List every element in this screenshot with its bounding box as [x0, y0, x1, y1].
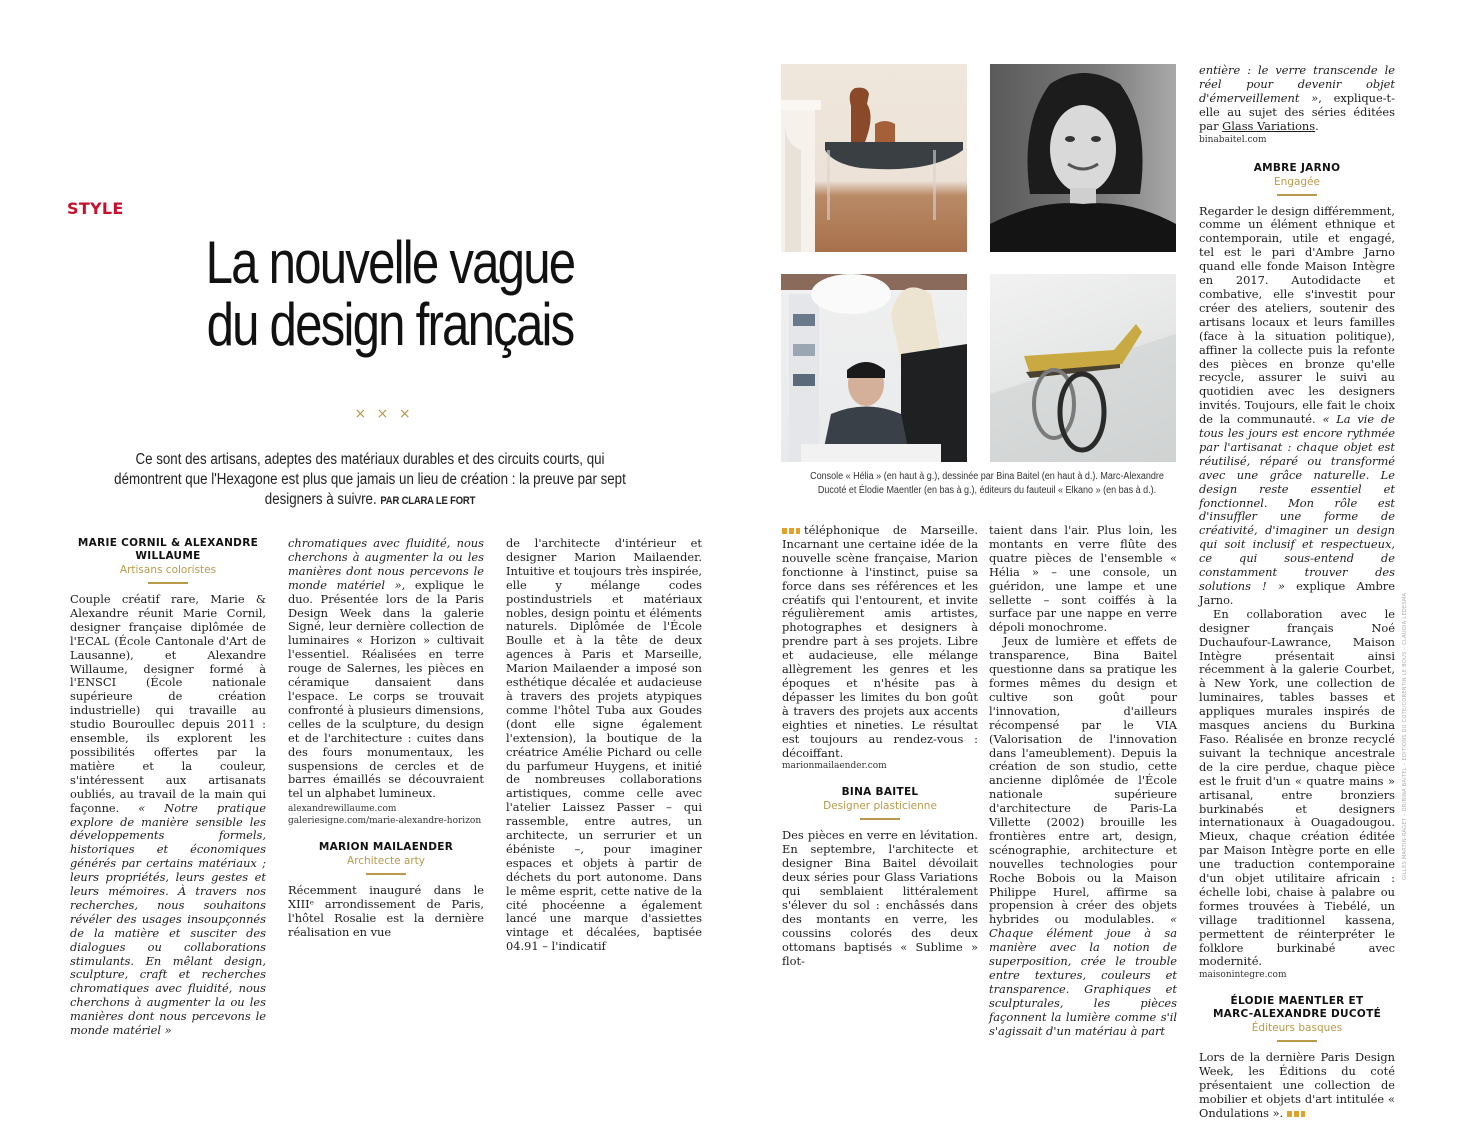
article-headline: [193, 229, 587, 358]
column-2-visible: [288, 537, 484, 940]
profile-role: Engagée: [1274, 175, 1320, 188]
gold-rule: [1277, 194, 1317, 196]
right-column-3: [1199, 64, 1395, 1121]
body-paragraph: Regarder le design différemment, comme un élément ethnique et contemporain, utile et engagé, tel est le pari d'Ambre Jarno quand elle fonde Maison Intègre en 2017. Autodidacte et combative, elle s'investit pour créer des ateliers, soutenir des artisans locaux et leurs familles (face à la situation politique), affiner la collecte puis la refonte des pièces en bronze qu'elle recycle, assurer le suivi au quotidien avec les designers invités. Toujours, elle fait le choix de la communauté.: [1199, 203, 1395, 427]
photo-console-helia: [781, 64, 967, 252]
body-text: [1199, 1051, 1395, 1121]
photo-credit: GILLES MARTIN-RAGET – DR/BINA BAITEL – ÉDITIONS DU COTÉ/CORENTIN LE BOUS – CLAUDIA LEDESMA: [1402, 592, 1408, 880]
url-link[interactable]: alexandrewillaume.com: [288, 804, 397, 815]
profile-role: Architecte arty: [347, 855, 425, 868]
url-link[interactable]: binabaitel.com: [1199, 134, 1267, 145]
left-page: [0, 0, 730, 1038]
body-text: [1199, 64, 1395, 134]
url-link[interactable]: maisonintegre.com: [1199, 970, 1287, 981]
right-column-1: [782, 524, 978, 968]
gold-rule: [148, 582, 188, 584]
profile-name: ÉLODIE MAENTLER ET: [1230, 995, 1364, 1008]
profile-name: AMBRE JARNO: [1253, 161, 1341, 174]
body-paragraph: , explique-t-elle au sujet des séries éditées par: [1199, 90, 1395, 133]
column-3: [506, 537, 702, 954]
byline: PAR CLARA LE FORT: [380, 495, 476, 507]
right-column-2: [989, 524, 1177, 1039]
profile-name: MARIE CORNIL & ALEXANDRE WILLAUME: [77, 537, 259, 562]
body-paragraph: explique Ambre Jarno.: [1199, 579, 1395, 607]
portrait-illustration: [990, 64, 1176, 252]
profile-role: Artisans coloristes: [119, 564, 217, 576]
quote: « Notre pratique explore de manière sensible les développements formels, historiques et économiques générés par certains matériaux ; leurs propriétés, leurs gestes et leurs mémoires. À travers nos recherches, nous souhaitons révéler des usages insoupçonnés de la matière et susciter des dialogues ou collaborations stimulants. En mêlant design, sculpture, craft et recherches chromatiques avec fluidité, nous cherchons à augmenter la ou les manières dont nous percevons le monde matériel »: [70, 800, 266, 1038]
photo-ducote-maentler: [781, 274, 967, 462]
section-rubric: STYLE: [67, 199, 124, 218]
profile-header-marion: [288, 841, 484, 875]
standfirst-text: Ce sont des artisans, adeptes des matériaux durables et des circuits courts, qui démontrent que l'Hexagone est plus que jamais un lieu de création : la preuve par sept designers à suivre.: [114, 451, 626, 508]
body-text: [989, 635, 1177, 1038]
body-text: En collaboration avec le designer français Noé Duchaufour-Lawrance, Maison Intègre présentait ainsi récemment à la galerie Courbet, à New York, une collection de luminaires, tables basses et appliques murales inspirés de masques anciens du Burkina Faso. Réalisée en bronze recyclé suivant la technique ancestrale de la cire perdue, chaque pièce est le fruit d'un « quatre mains » artisanal, entre bronziers burkinabés et designers internationaux à Ouagadougou. Mieux, chaque création éditée par Maison Intègre porte en elle une traduction contemporaine d'un objet utilitaire africain : échelle lobi, chaise à palabre ou formes trouvées à Tiebélé, un village traditionnel kassena, permettent de réinterpréter le folklore burkinabé avec modernité.: [1199, 606, 1395, 969]
ornament-divider: × × ×: [354, 406, 414, 422]
end-bullet-icon: [1287, 1111, 1305, 1117]
profile-role: Éditeurs basques: [1251, 1022, 1343, 1035]
body-paragraph: Jeux de lumière et effets de transparence, Bina Baitel questionne dans sa pratique les formes mêmes du design et cultive son goût pour l'innovation, d'ailleurs récompensé par le VIA (Valorisation de l'innovation dans l'ameublement). Depuis la création de son studio, cette ancienne diplômée de l'École nationale supérieure d'architecture de Paris-La Villette (2002) brouille les frontières entre art, design, scénographie, architecture et nouvelles technologies pour Roche Bobois ou la Maison Philippe Hurel, affirme sa propension à créer des objets hybrides ou modulables.: [989, 634, 1177, 927]
gold-rule: [1277, 1040, 1317, 1042]
console-illustration: [781, 64, 967, 252]
photo-fauteuil-elkano: [990, 274, 1176, 462]
profile-header-bina: [782, 786, 978, 820]
headline-line-2: du design français: [206, 291, 574, 358]
body-text: taient dans l'air. Plus loin, les montants en verre flûte des quatre pièces de l'ensemble « Hélia » – une console, un guéridon, une lampe et une sellette – sont coiffés à la surface par une nappe en verre dépoli monochrome.: [989, 523, 1177, 635]
designers-illustration: [781, 274, 967, 462]
body-paragraph: Lors de la dernière Paris Design Week, les Éditions du coté présentaient une collection de mobilier et objets d'art intitulée « Ondulations ».: [1199, 1050, 1395, 1120]
headline-line-1: La nouvelle vague: [205, 229, 575, 296]
body-text: Récemment inauguré dans le XIIIᵉ arrondissement de Paris, l'hôtel Rosalie est la dernière réalisation en vue: [288, 883, 484, 939]
profile-header-marie-alexandre: [70, 537, 266, 584]
column-1: [70, 537, 266, 1038]
profile-name: BINA BAITEL: [841, 786, 919, 799]
body-paragraph: téléphonique de Marseille. Incarnant une certaine idée de la nouvelle scène française, Marion fonctionne à l'instinct, puise sa force dans ses références et les créatifs qui l'entourent, et invite régulièrement amis artistes, photographes et designers à prendre part à ses projets. Libre et audacieuse, elle mélange allègrement les genres et les époques et n'hésite pas à dépasser les limites du bon goût à travers des projets aux accents eighties et nineties. Le résultat est toujours au rendez-vous : décoiffant.: [782, 523, 978, 760]
profile-name: MARC-ALEXANDRE DUCOTÉ: [1212, 1008, 1382, 1021]
url-link[interactable]: galeriesigne.com/marie-alexandre-horizon: [288, 816, 482, 827]
profile-name: MARION MAILAENDER: [318, 841, 454, 854]
profile-header-elodie-marc: [1199, 995, 1395, 1042]
body-paragraph: Couple créatif rare, Marie & Alexandre réunit Marie Cornil, designer française diplômée de l'ECAL (École Cantonale d'Art de Lausanne), et Alexandre Willaume, designer formé à l'ENSCI (École nationale supérieure de création industrielle) qui travaille au studio Bouroullec depuis 2011 : ensemble, ils explorent les possibilités offertes par la matière et la couleur, s'intéressent aux artisanats oubliés, au travail de la main qui façonne.: [70, 592, 266, 815]
body-text: [70, 593, 266, 1038]
body-paragraph: , explique le duo. Présentée lors de la Paris Design Week dans la galerie Signé, leur dernière collection de luminaires « Horizon » cultivait l'essentiel. Réalisées en terre rouge de Salernes, les pièces en céramique dansaient dans l'espace. Le corps se trouvait confronté à plusieurs dimensions, celles de la sculpture, du design et de l'architecture : cuites dans des fours monumentaux, les suspensions de cercles et de barres émaillés se découvraient tel un alphabet lumineux.: [288, 577, 485, 801]
url-link[interactable]: marionmailaender.com: [782, 761, 887, 772]
profile-header-ambre: [1199, 162, 1395, 196]
quote: « La vie de tous les jours est encore rythmée par l'artisanat : chaque objet est réutilisé, réparé ou transformé avec une grâce naturelle. Le design reste essentiel et fonctionnel. Mon rôle est d'insuffler une forme de créativité, d'imaginer un design qui soit inclusif et respectueux, ce qui sous-entend de constamment trouver des solutions ! »: [1199, 412, 1395, 593]
body-text: de l'architecte d'intérieur et designer Marion Mailaender. Intuitive et toujours très inspirée, elle y mélange codes postindustriels et matériaux nobles, design pointu et éléments naturels. Diplômée de l'École Boulle et à la tête de deux agences à Paris et Marseille, Marion Mailaender a imposé son esthétique décalée et audacieuse à travers des projets atypiques comme l'hôtel Tuba aux Goudes (dont elle signe également l'extension), la boutique de la créatrice Amélie Pichard ou celle du parfumeur Huygens, et initié de nombreuses collaborations artistiques, comme celle avec l'atelier Laissez Passer – qui rassemble, entre autres, un architecte, un serrurier et un ébéniste –, pour imaginer espaces et objets à partir de déchets du port autonome. Dans le même esprit, cette native de la cité phocéenne a également lancé une marque d'assiettes vintage et décalées, baptisée 04.91 – l'indicatif: [506, 536, 702, 954]
body-text: [288, 537, 484, 801]
body-text: Des pièces en verre en lévitation. En septembre, l'architecte et designer Bina Baitel dévoilait deux séries pour Glass Variations qui semblaient littéralement s'élever du sol : enchâssés dans des montants en verre, les coussins colorés des deux ottomans baptisés « Sublime » flot-: [782, 828, 978, 968]
body-text: [1199, 205, 1395, 608]
chair-illustration: [990, 274, 1176, 462]
standfirst: [112, 450, 628, 511]
punctuation: .: [1315, 118, 1319, 133]
gold-rule: [366, 873, 406, 875]
gold-rule: [860, 818, 900, 820]
continued-bullet-icon: [782, 528, 800, 534]
photo-caption: Console « Hélia » (en haut à g.), dessinée par Bina Baitel (en haut à d.). Marc-Alexandre Ducoté et Élodie Maentler (en bas à g.), éditeurs du fauteuil « Elkano » (en bas à d.).: [810, 471, 1164, 496]
glass-variations-link[interactable]: Glass Variations: [1222, 118, 1316, 133]
quote: « Chaque élément joue à sa manière avec la notion de superposition, crée le trouble entre textures, couleurs et transparence. Graphiques et sculpturales, les pièces façonnent la lumière comme s'il s'agissait d'un matériau à part: [989, 912, 1177, 1038]
profile-role: Designer plasticienne: [823, 800, 937, 813]
photo-portrait-bina-baitel: [990, 64, 1176, 252]
quote-tail: entière : le verre transcende le réel pour devenir objet d'émerveillement »: [1199, 63, 1395, 105]
body-text: [782, 524, 978, 760]
quote-tail: chromatiques avec fluidité, nous cherchons à augmenter la ou les manières dont nous percevons le monde matériel »: [288, 536, 484, 592]
